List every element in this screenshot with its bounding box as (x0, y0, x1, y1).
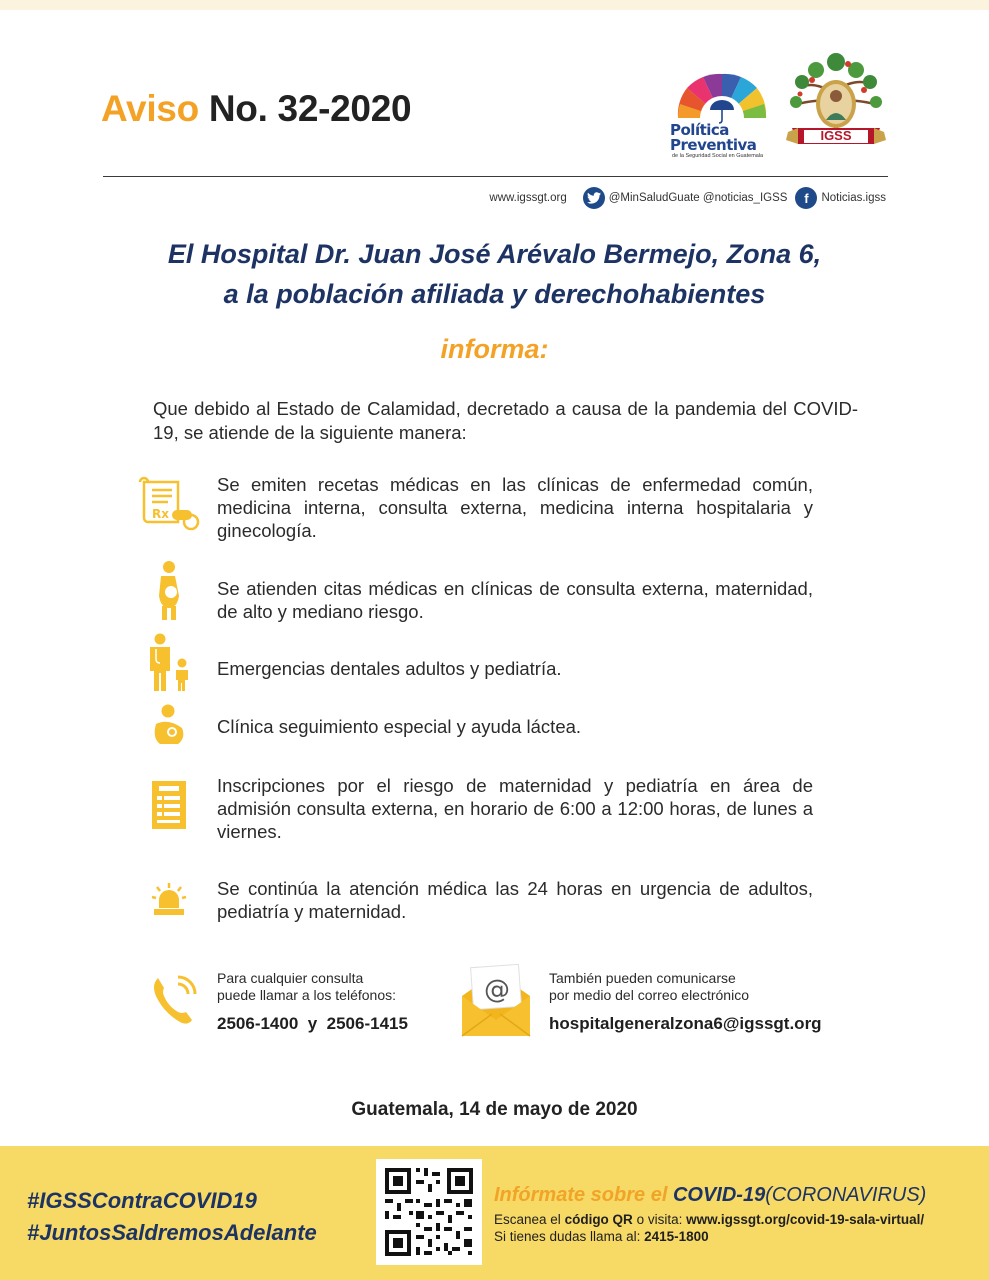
informate-suffix: (CORONAVIRUS) (765, 1184, 927, 1206)
social-bar (489, 186, 886, 210)
issue-date: Guatemala, 14 de mayo de 2020 (351, 1099, 638, 1120)
item-dental: Emergencias dentales adultos y pediatría. (217, 658, 562, 679)
logo-line1: Política (670, 121, 729, 139)
informate-covid: COVID-19 (672, 1184, 766, 1206)
email-label-line1: También pueden comunicarse (549, 970, 736, 986)
twitter-handles[interactable]: @MinSaludGuate @noticias_IGSS (608, 192, 788, 204)
pregnant-woman-icon (151, 560, 187, 622)
facebook-page[interactable]: Noticias.igss (821, 192, 886, 204)
scan-line (494, 1212, 924, 1227)
headline (60, 234, 929, 314)
doctor-child-icon (142, 633, 194, 693)
notice-title (101, 88, 411, 130)
umbrella-rainbow-icon (668, 52, 776, 124)
form-document-icon (151, 780, 187, 830)
scan-mid: o visita: (636, 1212, 683, 1227)
hashtag-igss[interactable]: #IGSSContraCOVID19 (27, 1188, 257, 1213)
item-prescriptions: Se emiten recetas médicas en las clínicas de enfermedad común, medicina interna, consulta externa, medicina interna hospitalaria y ginecología. (217, 474, 813, 541)
scan-prefix: Escanea el (494, 1212, 561, 1227)
hashtag-juntos[interactable]: #JuntosSaldremosAdelante (27, 1220, 317, 1245)
email-address[interactable]: hospitalgeneralzona6@igssgt.org (549, 1014, 822, 1033)
svg-text:Rx: Rx (152, 507, 169, 521)
phone-label-line2: puede llamar a los teléfonos: (217, 987, 396, 1003)
informa-heading: informa: (440, 334, 549, 364)
qr-code-icon (376, 1159, 482, 1265)
headline-line1: El Hospital Dr. Juan José Arévalo Bermejo, Zona 6, (167, 239, 822, 269)
item-lactation: Clínica seguimiento especial y ayuda láctea. (217, 716, 582, 737)
item-registration: Inscripciones por el riesgo de maternidad y pediatría en área de admisión consulta externa, en horario de 6:00 a 12:00 horas, de lunes a viernes. (217, 775, 813, 842)
igss-logo-text: IGSS (820, 128, 852, 143)
notice-word: Aviso (101, 88, 199, 129)
informate-heading (494, 1184, 926, 1207)
phone-numbers[interactable]: 2506-1400 y 2506-1415 (217, 1014, 408, 1033)
item-appointments: Se atienden citas médicas en clínicas de consulta externa, maternidad, de alto y mediano riesgo. (217, 578, 813, 622)
headline-line2: a la población afiliada y derechohabientes (223, 279, 766, 309)
scan-url[interactable]: www.igssgt.org/covid-19-sala-virtual/ (686, 1212, 925, 1227)
igss-logo (782, 44, 890, 162)
doubts-phone[interactable]: 2415-1800 (644, 1229, 709, 1244)
email-label-line2: por medio del correo electrónico (549, 987, 749, 1003)
doubts-prefix: Si tienes dudas llama al: (494, 1229, 641, 1244)
email-label (549, 970, 749, 1004)
phone-icon (150, 974, 200, 1026)
phone-label-line1: Para cualquier consulta (217, 970, 364, 986)
informate-prefix: Infórmate sobre el (494, 1184, 668, 1206)
igss-emblem-icon (782, 44, 890, 162)
intro-paragraph: Que debido al Estado de Calamidad, decretado a causa de la pandemia del COVID-19, se atiende de la siguiente manera: (153, 398, 858, 443)
notice-number: No. 32-2020 (208, 88, 412, 129)
facebook-icon: f (795, 187, 817, 209)
logo-line2: Preventiva (670, 136, 757, 154)
scan-qr: código QR (564, 1212, 633, 1227)
phone-label (217, 970, 396, 1004)
doubts-line (494, 1229, 709, 1244)
qr-code[interactable] (376, 1159, 482, 1265)
twitter-icon (583, 187, 605, 209)
header-rule (103, 176, 888, 177)
emergency-siren-icon (151, 882, 187, 916)
logo-tagline: de la Seguridad Social en Guatemala (672, 153, 764, 159)
breastfeeding-icon (152, 704, 188, 748)
email-envelope-icon (458, 962, 534, 1042)
website-link[interactable]: www.igssgt.org (489, 192, 567, 204)
item-24h-care: Se continúa la atención médica las 24 horas en urgencia de adultos, pediatría y maternidad. (217, 878, 813, 922)
top-band (0, 0, 989, 10)
svg-text:@: @ (484, 975, 510, 1005)
politica-preventiva-logo (668, 52, 776, 162)
prescription-icon (138, 476, 200, 532)
